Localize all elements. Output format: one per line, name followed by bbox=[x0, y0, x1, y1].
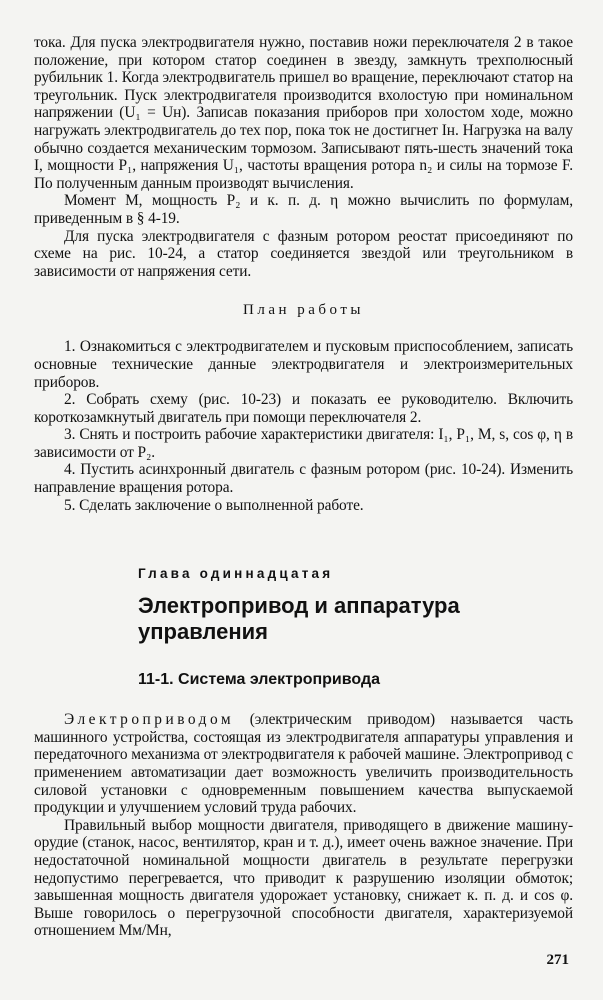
intro-paragraph-2: Момент M, мощность P₂ и к. п. д. η можно вычислить по формулам, приведенным в § 4-19. bbox=[34, 192, 573, 227]
intro-paragraph-3: Для пуска электродвигателя с фазным ротором реостат присоединяют по схеме на рис. 10-24, а статор соединяется звездой или треугольником в зависимости от напряжения сети. bbox=[34, 227, 573, 280]
intro-paragraph-1: тока. Для пуска электродвигателя нужно, поставив ножи переключателя 2 в такое положение, при котором статор соединен в звезду, замкнуть трехполюсный рубильник 1. Когда электродвигатель пришел во вращение, переключают статор на треугольник. Пуск электродвигателя производится вхолостую при номинальном напряжении (U₁ = Uн). Записав показания приборов при холостом ходе, можно нагружать электродвигатель до тех пор, пока ток не достигнет Iн. Нагрузка на валу обычно создается механическим тормозом. Записывают пять-шесть значений тока I, мощности P₁, напряжения U₁, частоты вращения ротора n₂ и силы на тормозе F. По полученным данным производят вычисления. bbox=[34, 34, 573, 192]
plan-item: 4. Пустить асинхронный двигатель с фазным ротором (рис. 10-24). Изменить направление вращения ротора. bbox=[34, 461, 573, 497]
section-paragraph-2: Правильный выбор мощности двигателя, приводящего в движение машину-орудие (станок, насос, вентилятор, кран и т. д.), имеет очень важное значение. При недостаточной номинальной мощности двигатель в результате перегрузки недопустимо перегревается, что приводит к разрушению изоляции обмоток; завышенная мощность двигателя удорожает установку, снижает к. п. д. и cos φ. Выше говорилось о перегрузочной способности двигателя, характеризуемой отношением Mм/Mн, bbox=[34, 816, 573, 940]
plan-list bbox=[34, 338, 573, 514]
plan-item: 3. Снять и построить рабочие характеристики двигателя: I₁, P₁, M, s, cos φ, η в зависимости от P₂. bbox=[34, 426, 573, 461]
plan-item: 2. Собрать схему (рис. 10-23) и показать ее руководителю. Включить короткозамкнутый двигатель при помощи переключателя 2. bbox=[34, 391, 573, 426]
chapter-title: Электропривод и аппаратура управления bbox=[138, 593, 460, 645]
chapter-label: Глава одиннадцатая bbox=[138, 566, 334, 582]
intro-block bbox=[34, 34, 573, 280]
section-paragraph-1-text: (электрическим приводом) называется часть машинного устройства, состоящая из электродвигателя аппаратуры управления и передаточного механизма от электродвигателя к рабочей машине. Электропривод с применением автоматизации дает возможность увеличить производительность силовой установки с одновременным повышением качества выпускаемой продукции и улучшением условий труда рабочих. bbox=[34, 711, 573, 817]
section-body bbox=[34, 711, 573, 940]
section-paragraph-1 bbox=[34, 711, 573, 817]
defined-term: Электроприводом bbox=[64, 711, 235, 729]
section-title: 11-1. Система электропривода bbox=[138, 671, 381, 689]
plan-item: 1. Ознакомиться с электродвигателем и пусковым приспособлением, записать основные технические данные электродвигателя и электроизмерительных приборов. bbox=[34, 338, 573, 391]
plan-item: 5. Сделать заключение о выполненной работе. bbox=[64, 496, 364, 514]
plan-heading: План работы bbox=[243, 302, 364, 319]
page-number: 271 bbox=[546, 952, 569, 968]
